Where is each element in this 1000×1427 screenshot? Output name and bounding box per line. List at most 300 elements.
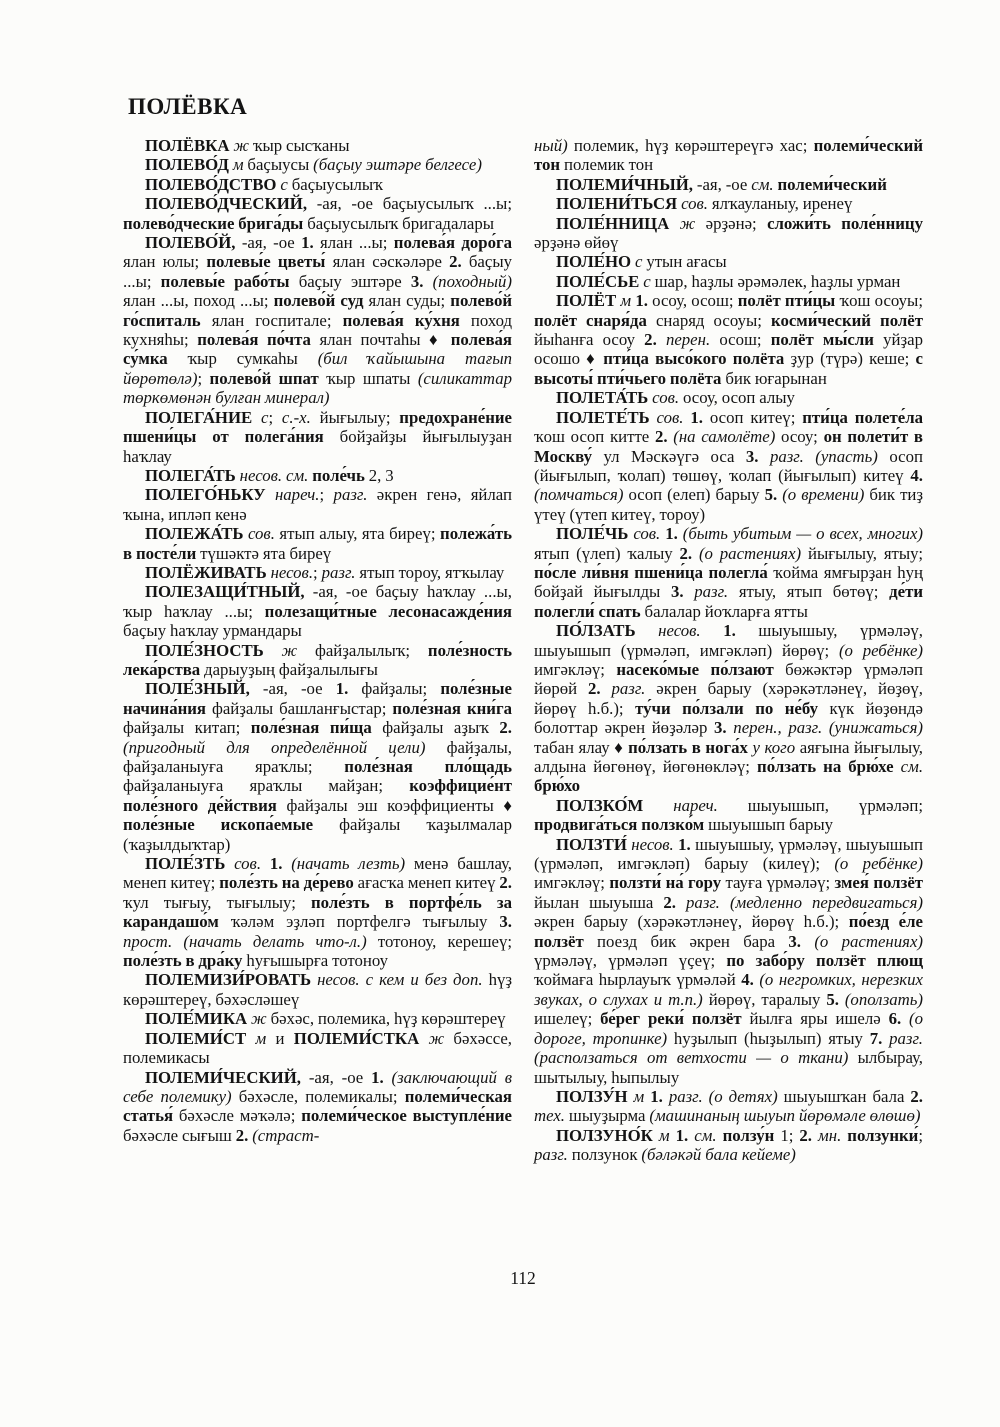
entry-bold-text: полева́я по́чта xyxy=(197,330,311,350)
entry-italic-text: ный) xyxy=(534,136,568,155)
entry-text: әрҙәнә; xyxy=(695,213,768,233)
entry-text: ялан юлы; xyxy=(123,252,207,272)
entry-italic-text: ж xyxy=(229,136,249,155)
entry-text: ятып тороу, ятҡылау xyxy=(355,562,505,582)
entry-text: -ая, -ое баҫыусылыҡ ...ы; xyxy=(307,194,512,214)
entry-text: ; xyxy=(313,562,322,582)
entry-text: ятыу, ятып бөтөү; xyxy=(728,582,890,602)
entry-bold-text: поле́зть в портфе́ль за карандашо́м xyxy=(123,892,512,932)
entry-bold-text: пти́ца полете́ла xyxy=(802,407,924,427)
entry-text: файҙалы; xyxy=(348,679,441,699)
entry-bold-text: 1. xyxy=(635,291,648,311)
entry-bold-text: ПОЛЕ́ННИЦА xyxy=(556,213,670,233)
entry-text: баҫыу ...ы; xyxy=(123,252,512,291)
entry-bold-text: ПОЛЁТ xyxy=(556,291,617,311)
entry-text: баҫыусылыҡ бригадалары xyxy=(303,213,495,233)
entry-italic-text: м xyxy=(652,1125,670,1145)
entry-text: бик юғарынан xyxy=(721,368,827,388)
dictionary-entry xyxy=(534,408,923,524)
entry-text: ; xyxy=(268,407,282,427)
entry-bold-text: 2. xyxy=(644,330,657,350)
entry-bold-text: поле́зть на де́рево xyxy=(219,873,354,893)
entry-italic-text: (бил ҡайышына тағып йөрөтөлә) xyxy=(123,349,513,388)
entry-bold-text: 1. xyxy=(371,1067,384,1087)
entry-text: йылға яры ишелә xyxy=(741,1009,889,1029)
entry-bold-text: по́лзать в нога́х xyxy=(628,737,748,757)
entry-bold-text: 2. xyxy=(499,873,512,893)
entry-bold-text: 2. xyxy=(663,892,676,912)
dictionary-entry xyxy=(123,679,512,854)
entry-italic-text: несов. xyxy=(635,621,701,641)
entry-text: ялҡауланыу, иренеү xyxy=(707,194,853,214)
dictionary-entry xyxy=(123,155,512,174)
entry-text xyxy=(684,582,695,601)
entry-text: бәхәс, полемика, һүҙ көрәштереү xyxy=(266,1009,506,1029)
entry-text: һуғышырға тотоноу xyxy=(242,951,389,971)
entry-bold-text: ПОЛЕ́СЬЕ xyxy=(556,271,640,291)
entry-italic-text: разг. xyxy=(668,1086,703,1106)
entry-italic-text: мн. xyxy=(818,1125,842,1145)
entry-italic-text: (силикаттар төркөмөнән булған минерал) xyxy=(123,368,513,408)
entry-text: полемик тон xyxy=(560,155,654,175)
entry-italic-text: несов. xyxy=(626,834,674,854)
entry-text xyxy=(822,718,829,737)
entry-italic-text: (о дороге, тропинке) xyxy=(534,1009,923,1048)
dictionary-entry xyxy=(534,252,923,271)
entry-text: ҡош осоп китте xyxy=(534,427,655,447)
dictionary-entry xyxy=(534,621,923,796)
dictionary-entry xyxy=(123,408,512,466)
entry-bold-text: 3. xyxy=(410,271,424,291)
entry-bold-text: брю́хо xyxy=(534,776,581,796)
entry-text: осоп (елеп) барыу xyxy=(623,485,765,505)
entry-text: тотоноу, керешеү; xyxy=(366,931,512,951)
dictionary-entry xyxy=(534,1126,923,1165)
running-head: ПОЛЁВКА xyxy=(128,94,248,119)
entry-bold-text: полеми́ческий тон xyxy=(534,136,923,175)
entry-text: ; xyxy=(197,368,210,388)
entry-text: ҡойма ямғырҙан һуң бойҙай йығылды xyxy=(534,562,923,602)
entry-bold-text: ПОЛЕВО́ДСТВО xyxy=(145,174,277,194)
dictionary-entry xyxy=(534,136,923,175)
entry-bold-text: полёт снаря́да xyxy=(534,310,647,330)
entry-text: имгәкләү; xyxy=(534,659,617,679)
entry-bold-text: полева́я ку́хня xyxy=(342,310,460,330)
entry-bold-text: 5. xyxy=(826,989,839,1009)
entry-bold-text: 1. xyxy=(269,854,283,874)
entry-text: бәхәсле мәҡәлә; xyxy=(173,1106,302,1126)
entry-text: бәхәсле сығыш xyxy=(123,1125,236,1145)
entry-bold-text: де́ти полегли́ спать xyxy=(534,582,924,621)
entry-text: ҡыр шпаты xyxy=(318,368,418,388)
entry-bold-text: по забо́ру ползёт плющ xyxy=(726,951,923,971)
entry-bold-text: 3. xyxy=(788,931,801,951)
entry-text: ылбырау, шытылыу, һыпылыу xyxy=(534,1048,924,1087)
entry-italic-text: м xyxy=(228,155,244,175)
entry-bold-text: по́езд е́ле ползёт xyxy=(534,912,923,951)
left-column xyxy=(123,136,512,1165)
entry-text: табан ялау ♦ xyxy=(534,737,629,757)
entry-text: ялан почтаһы ♦ xyxy=(310,330,451,350)
entry-text: йөрөү, таралыу xyxy=(702,989,827,1009)
entry-text: ул Мәскәүгә оса xyxy=(592,446,746,466)
entry-text: файҙалы ҡаҙылмалар (ҡаҙылдыҡтар) xyxy=(123,815,512,854)
entry-bold-text: ПОЛЕГО́НЬКУ xyxy=(145,485,266,505)
dictionary-entry xyxy=(123,233,512,408)
entry-text: файҙалы эш коэффициенты ♦ xyxy=(276,795,512,815)
entry-bold-text: продвига́ться ползко́м xyxy=(534,815,705,835)
dictionary-entry xyxy=(123,641,512,680)
entry-text: үрмәләү, үрмәләп үҫеү; xyxy=(534,951,727,971)
entry-bold-text: полево́й го́спиталь xyxy=(123,291,513,330)
entry-text: бик тиҙ үтеү (үтеп китеү, тороу) xyxy=(534,485,924,524)
entry-italic-text: (о детях) xyxy=(708,1086,778,1106)
entry-italic-text: разг. xyxy=(321,562,356,582)
entry-bold-text: поле́зная пи́ща xyxy=(250,718,372,738)
entry-bold-text: ПОЛЕМИ́ЧЕСКИЙ, xyxy=(145,1067,301,1087)
entry-bold-text: предохране́ние пшени́цы от полега́ния xyxy=(123,407,512,447)
entry-text xyxy=(172,932,183,951)
entry-text: шыуышҡан бала xyxy=(777,1086,911,1106)
entry-italic-text: (о негромких, нерезких звуках, о слухах и т.п.) xyxy=(534,970,923,1009)
entry-bold-text: ПОЛЕВО́ДЧЕСКИЙ, xyxy=(145,194,308,214)
entry-text: снаряд осоуы; xyxy=(646,310,771,330)
entry-italic-text: (о ребёнке) xyxy=(834,854,923,874)
entry-text: әрҙәнә өйөү xyxy=(534,233,619,253)
entry-italic-text: сов. xyxy=(649,407,684,427)
entry-text: менә башлау, менеп китеү; xyxy=(123,854,512,893)
entry-italic-text: м xyxy=(627,1086,645,1106)
entry-italic-text: сов. xyxy=(648,388,680,408)
entry-text: ятып алыу, ята биреү; xyxy=(274,524,441,544)
entry-bold-text: пти́ца высо́кого полёта xyxy=(603,349,785,369)
entry-text: уйҙар осошо ♦ xyxy=(534,330,923,369)
entry-bold-text: поле́зная кни́га xyxy=(392,698,512,718)
entry-text: полемик, һүҙ көрәштереүгә хас; xyxy=(567,136,814,155)
entry-bold-text: ПОЛЗУ́Н xyxy=(556,1086,628,1106)
entry-italic-text: нареч. xyxy=(643,795,718,815)
entry-text: ҡош осоуы; xyxy=(835,291,923,311)
entry-text xyxy=(423,272,432,291)
entry-bold-text: полевы́е рабо́ты xyxy=(160,271,290,291)
entry-bold-text: 3. xyxy=(670,582,684,602)
entry-bold-text: полева́я су́мка xyxy=(123,330,512,369)
entry-text: ялан госпитале; xyxy=(200,310,343,330)
entry-text: тауға үрмәләү; xyxy=(721,873,835,893)
entry-bold-text: ПОЛЕ́ЧЬ xyxy=(556,524,629,544)
entry-bold-text: он полети́т в Москву́ xyxy=(534,427,923,466)
entry-bold-text: 1. xyxy=(675,1125,689,1145)
entry-text xyxy=(384,1068,392,1087)
entry-bold-text: 6. xyxy=(888,1009,902,1029)
entry-italic-text: (о времени) xyxy=(782,485,865,505)
entry-text: ялан ...ы, поход ...ы; xyxy=(123,291,274,311)
entry-text: и xyxy=(266,1028,294,1048)
entry-bold-text: полево́й шпат xyxy=(209,368,319,388)
entry-bold-text: ПОЛЕНИ́ТЬСЯ xyxy=(556,194,678,214)
entry-text: ялан ...ы; xyxy=(313,233,394,253)
entry-bold-text: ПОЛЕТА́ТЬ xyxy=(556,388,649,408)
dictionary-entry xyxy=(534,272,923,291)
entry-bold-text: ПОЛЗУНО́К xyxy=(556,1125,653,1145)
entry-text: осоу; xyxy=(775,427,824,447)
entry-text: осош; xyxy=(710,330,771,350)
entry-text: имгәкләү; xyxy=(534,873,610,893)
dictionary-entry xyxy=(123,1029,512,1068)
entry-text: бәхәсле, полемикалы; xyxy=(231,1086,405,1106)
entry-text: ҡыр сысҡаны xyxy=(248,136,350,155)
entry-text: ялан сәскәләре xyxy=(325,252,450,272)
entry-text: әкрен барыу (хәрәкәтләнеү, йөрөү һ.б.); xyxy=(534,912,849,932)
entry-italic-text: разг. xyxy=(686,892,720,912)
entry-bold-text: полежа́ть в посте́ли xyxy=(123,524,512,563)
entry-italic-text: (оползать) xyxy=(844,989,923,1009)
entry-text: ҡул тығыу, тығылыу; xyxy=(123,892,312,912)
entry-bold-text: ПОЛЕ́НО xyxy=(556,252,632,272)
entry-bold-text: бе́рег реки́ ползёт xyxy=(600,1009,742,1029)
entry-bold-text: 3. xyxy=(745,446,759,466)
dictionary-entry xyxy=(123,466,512,485)
entry-italic-text: с xyxy=(252,407,269,427)
entry-text: файҙалылыҡ; xyxy=(297,640,428,660)
entry-italic-text: (страст- xyxy=(252,1125,320,1145)
entry-text: әкрен барыу (хәрәкәтләнеү, йөҙөү, йөрөү һ.б.); xyxy=(534,679,923,718)
entry-bold-text: полево́дческие брига́ды xyxy=(123,213,304,233)
entry-italic-text: несов. см. xyxy=(235,465,309,485)
entry-text: 2, 3 xyxy=(364,465,394,485)
entry-text: ҡыр сумкаһы xyxy=(167,349,318,369)
entry-bold-text: 4. xyxy=(910,465,923,485)
entry-bold-text: ПОЛЗКО́М xyxy=(556,795,644,815)
entry-text xyxy=(701,621,724,640)
entry-bold-text: 7. xyxy=(869,1028,883,1048)
entry-bold-text: 1. xyxy=(678,834,691,854)
entry-text xyxy=(720,893,730,912)
entry-text xyxy=(801,932,814,951)
entry-italic-text: (упасть) xyxy=(815,446,878,466)
dictionary-entry xyxy=(123,563,512,582)
dictionary-entry xyxy=(534,796,923,835)
entry-bold-text: ПОЛЕ́МИКА xyxy=(145,1009,248,1029)
entry-text: -ая, -ое xyxy=(300,1067,372,1087)
dictionary-entry xyxy=(123,524,512,563)
entry-text: бәхәссе, полемикасы xyxy=(123,1028,513,1068)
entry-italic-text: перен. xyxy=(665,330,711,350)
entry-text: дарыуҙың файҙалылығы xyxy=(200,659,378,679)
entry-text: -ая, -ое xyxy=(235,233,302,253)
entry-italic-text: (быть убитым — о всех, многих) xyxy=(682,524,923,544)
entry-italic-text: (медленно передвигаться) xyxy=(729,892,923,912)
entry-italic-text: сов. xyxy=(628,524,661,544)
entry-italic-text: разг. xyxy=(694,582,729,602)
dictionary-entry xyxy=(123,136,512,155)
entry-text: осоу, осоп алыу xyxy=(679,388,795,408)
entry-italic-text: разг. xyxy=(769,446,804,466)
entry-text xyxy=(676,893,686,912)
entry-italic-text: (заключающий в себе полемику) xyxy=(123,1067,512,1106)
entry-italic-text: разг. xyxy=(611,679,646,699)
entry-bold-text: ПОЛЕМИ́СТ xyxy=(145,1028,247,1048)
entry-bold-text: полевы́е цветы́ xyxy=(206,252,326,272)
entry-italic-text: (помчаться) xyxy=(534,485,624,505)
text-columns xyxy=(123,136,923,1165)
entry-text: һүҙ көрәштереү, бәхәсләшеү xyxy=(123,970,512,1009)
entry-italic-text: (походный) xyxy=(432,271,512,291)
entry-bold-text: поле́зные начина́ния xyxy=(123,679,512,718)
entry-text: шыуышыу, үрмәләү, шыуышып (үрмәләп, имгәкләп) барыу (килеү); xyxy=(534,834,923,874)
dictionary-entry xyxy=(123,1068,512,1146)
entry-text xyxy=(282,854,291,873)
entry-bold-text: ПОЛЕМИ́СТКА xyxy=(293,1028,420,1048)
entry-italic-text: разг. xyxy=(889,1028,923,1048)
dictionary-entry xyxy=(534,524,923,621)
entry-bold-text: 2. xyxy=(588,679,601,699)
entry-text xyxy=(759,447,770,466)
entry-italic-text: м xyxy=(616,291,632,311)
entry-italic-text: м xyxy=(246,1028,267,1048)
entry-text: күк йөҙөндә болоттар әкрен йөҙәләр xyxy=(534,698,924,738)
entry-italic-text: ж xyxy=(247,1009,267,1029)
entry-bold-text: ПОЛЕ́ЗТЬ xyxy=(145,854,226,874)
entry-italic-text: нареч. xyxy=(265,485,320,505)
entry-text: түшәктә ята биреү xyxy=(196,543,332,563)
entry-text: осоп (йығылып, ҡолап) төшөү, ҡолап (йығылып) китеү xyxy=(534,446,923,485)
dictionary-entry xyxy=(534,835,923,1087)
entry-bold-text: 3. xyxy=(714,718,727,738)
entry-italic-text: разг. xyxy=(534,1145,568,1165)
entry-italic-text: сов. xyxy=(225,854,262,874)
entry-bold-text: ПОЛЕВО́Д xyxy=(145,155,229,175)
entry-text: файҙаланыуға яраҡлы майҙан; xyxy=(123,776,410,796)
entry-text: ; xyxy=(918,1125,924,1145)
entry-text xyxy=(601,679,612,698)
entry-text: балалар йоҡларға ятты xyxy=(640,601,808,621)
entry-text: файҙалы аҙыҡ xyxy=(371,718,500,738)
entry-text: ишелеү; xyxy=(534,1009,601,1029)
dictionary-entry xyxy=(123,582,512,640)
entry-italic-text: (унижаться) xyxy=(828,718,923,738)
entry-text xyxy=(901,1009,909,1028)
entry-bold-text: поле́зность лека́рства xyxy=(123,640,512,679)
entry-bold-text: ползти́ на́ гору xyxy=(609,873,722,893)
entry-italic-text: сов. xyxy=(677,194,708,214)
entry-bold-text: ПОЛЕГА́НИЕ xyxy=(145,407,253,427)
dictionary-entry xyxy=(534,1087,923,1126)
entry-italic-text: (на самолёте) xyxy=(673,427,776,447)
entry-bold-text: по́сле ли́вня пшени́ца полегла́ xyxy=(534,562,768,582)
entry-bold-text: ПО́ЛЗАТЬ xyxy=(556,621,636,641)
entry-text: ҡәләм эҙләп портфелгә тығылыу xyxy=(218,912,500,932)
entry-italic-text: (расползаться от ветхости — о ткани) xyxy=(534,1048,849,1068)
entry-text: шыуышып, үрмәләп; xyxy=(717,795,923,815)
entry-text: файҙалы башланғыстар; xyxy=(206,698,393,718)
entry-bold-text: 1. xyxy=(650,1086,663,1106)
entry-italic-text: с.-х. xyxy=(281,407,311,427)
entry-italic-text: (пригодный для определённой цели) xyxy=(123,737,426,757)
entry-italic-text: тех. xyxy=(534,1106,565,1126)
entry-bold-text: 2. xyxy=(910,1086,923,1106)
entry-italic-text: с xyxy=(631,252,643,272)
entry-bold-text: 1. xyxy=(335,679,349,699)
entry-italic-text: сов. xyxy=(243,524,275,544)
entry-text: ; xyxy=(319,485,334,505)
entry-bold-text: ту́чи по́лзали по не́бу xyxy=(635,698,818,718)
entry-text: баҫыу һаҡлау урмандары xyxy=(123,621,302,641)
entry-bold-text: полеми́ческая статья́ xyxy=(123,1086,512,1126)
right-column xyxy=(534,136,923,1165)
entry-bold-text: 3. xyxy=(499,912,512,932)
entry-text: шыуышыу, үрмәләү, шыуышып (үрмәләп, имгәкләп) йөрөү; xyxy=(534,621,923,660)
entry-bold-text: поле́зть в дра́ку xyxy=(123,951,243,971)
entry-italic-text: (о растениях) xyxy=(698,543,802,563)
entry-bold-text: ПОЛЕВО́Й, xyxy=(145,233,236,253)
entry-bold-text: 2. xyxy=(449,252,462,272)
entry-italic-text: см. xyxy=(751,174,774,194)
entry-text: шыуҙырма xyxy=(565,1106,650,1126)
entry-italic-text: ж xyxy=(263,640,298,660)
entry-text: йығылыу; xyxy=(310,407,400,427)
dictionary-entry xyxy=(123,854,512,970)
entry-text: ялан суды; xyxy=(363,291,451,311)
entry-bold-text: ПОЛЕМИЗИ́РОВАТЬ xyxy=(145,970,312,990)
entry-text: баҫыу эштәре xyxy=(289,271,411,291)
entry-bold-text: коэффицие́нт поле́зного де́йствия xyxy=(123,776,512,815)
entry-italic-text: ж xyxy=(669,213,696,233)
entry-bold-text: ПОЛЕЗАЩИ́ТНЫЙ, xyxy=(145,582,305,602)
dictionary-entry xyxy=(123,175,512,194)
entry-bold-text: ПОЛЕ́ЗНОСТЬ xyxy=(145,640,264,660)
dictionary-entry xyxy=(123,1009,512,1028)
entry-italic-text: (машинаның шыуып йөрөмәле өлөшө) xyxy=(649,1106,921,1126)
entry-text: поход кухняһы; xyxy=(123,310,513,350)
entry-bold-text: косми́ческий полёт xyxy=(771,310,923,330)
entry-bold-text: 2. xyxy=(235,1125,249,1145)
entry-text: ползунок xyxy=(567,1145,642,1165)
entry-text: йығылыу, ятыу; xyxy=(801,543,923,563)
entry-bold-text: ПОЛЕГА́ТЬ xyxy=(145,465,236,485)
entry-bold-text: 4. xyxy=(741,970,754,990)
entry-text: әкрен генә, яйлап ҡына, ипләп кенә xyxy=(123,485,512,524)
entry-bold-text: поле́зная пло́щадь xyxy=(344,757,513,776)
entry-text xyxy=(894,757,901,776)
entry-bold-text: полёт пти́цы xyxy=(737,291,836,311)
entry-text: ҡоймаға һырлауыҡ үрмәләй xyxy=(534,970,742,990)
entry-text: 1; xyxy=(774,1125,800,1145)
entry-bold-text: ползу́н xyxy=(722,1125,775,1145)
entry-bold-text: по́лзать на брю́хе xyxy=(757,757,894,776)
entry-text: ағасҡа менеп китеү xyxy=(353,873,500,893)
entry-bold-text: змея́ ползёт xyxy=(834,873,924,893)
entry-bold-text: 2. xyxy=(654,427,668,447)
entry-italic-text: несов. xyxy=(266,562,314,582)
entry-bold-text: 2. xyxy=(499,718,512,738)
entry-bold-text: полеми́ческий xyxy=(777,174,887,194)
entry-italic-text: (бәләкәй бала кейеме) xyxy=(641,1145,796,1165)
entry-text: утын ағасы xyxy=(642,252,727,272)
entry-bold-text: ПОЛЕТЕ́ТЬ xyxy=(556,407,650,427)
entry-text: -ая, -ое xyxy=(249,679,336,699)
entry-text: бөжәктәр үрмәләп йөрөй xyxy=(534,659,923,699)
entry-bold-text: полева́я доро́га xyxy=(393,233,512,253)
entry-italic-text: (начать лезть) xyxy=(291,854,406,874)
entry-italic-text: с xyxy=(276,174,288,194)
entry-italic-text: (о ребёнке) xyxy=(838,640,923,660)
entry-italic-text: см. xyxy=(900,757,924,776)
dictionary-entry xyxy=(123,970,512,1009)
entry-text xyxy=(261,854,270,873)
entry-bold-text: 5. xyxy=(764,485,778,505)
entry-bold-text: 2. xyxy=(799,1125,812,1145)
